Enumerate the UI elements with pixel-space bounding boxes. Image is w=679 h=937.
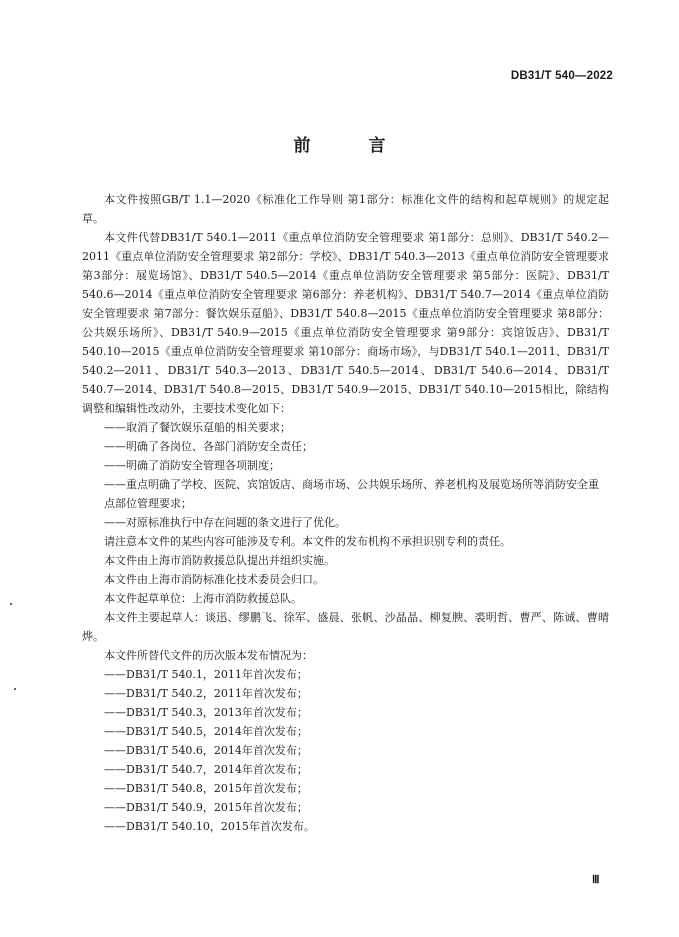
- scan-speck: [10, 603, 12, 605]
- paragraph-proposer: 本文件由上海市消防救援总队提出并组织实施。: [104, 554, 335, 567]
- foreword-body: [82, 190, 609, 836]
- change-item: ——重点明确了学校、医院、宾馆饭店、商场市场、公共娱乐场所、养老机构及展览场所等消防安全重点部位管理要求；: [104, 478, 599, 510]
- change-item: ——对原标准执行中存在问题的条文进行了优化。: [104, 516, 346, 529]
- paragraph-replacement: 本文件代替DB31/T 540.1—2011《重点单位消防安全管理要求 第1部分：总则》、DB31/T 540.2—2011《重点单位消防安全管理要求 第2部分：学校》、DB31/T 540.3—2013《重点单位消防安全管理要求 第3部分：展览场馆》、DB31/T 540.5—2014《重点单位消防安全管理要求 第5部分：医院》、DB31/T 540.6—2014《重点单位消防安全管理要求 第6部分：养老机构》、DB31/T 540.7—2014《重点单位消防安全管理要求 第7部分：餐饮娱乐趸船》、DB31/T 540.8—2015《重点单位消防安全管理要求 第8部分：公共娱乐场所》、DB31/T 540.9—2015《重点单位消防安全管理要求 第9部分：宾馆饭店》、DB31/T 540.10—2015《重点单位消防安全管理要求 第10部分：商场市场》，与DB31/T 540.1—2011、DB31/T 540.2—2011、DB31/T 540.3—2013、DB31/T 540.5—2014、DB31/T 540.6—2014、DB31/T 540.7—2014、DB31/T 540.8—2015、DB31/T 540.9—2015、DB31/T 540.10—2015相比，除结构调整和编辑性改动外，主要技术变化如下：: [82, 231, 609, 415]
- paragraph-drafting-unit: 本文件起草单位：上海市消防救援总队。: [104, 592, 302, 605]
- history-item: ——DB31/T 540.2，2011年首次发布；: [104, 687, 308, 700]
- version-history-list: [82, 665, 609, 836]
- paragraph-history-intro: 本文件所替代文件的历次版本发布情况为：: [104, 649, 313, 662]
- history-item: ——DB31/T 540.10，2015年首次发布。: [104, 820, 315, 833]
- section-title: 前 言: [293, 136, 412, 156]
- history-item: ——DB31/T 540.6，2014年首次发布；: [104, 744, 308, 757]
- history-item: ——DB31/T 540.1，2011年首次发布；: [104, 668, 308, 681]
- change-item: ——取消了餐饮娱乐趸船的相关要求；: [104, 421, 291, 434]
- history-item: ——DB31/T 540.5，2014年首次发布；: [104, 725, 308, 738]
- history-item: ——DB31/T 540.9，2015年首次发布；: [104, 801, 308, 814]
- scan-speck: [14, 688, 16, 690]
- history-item: ——DB31/T 540.7，2014年首次发布；: [104, 763, 308, 776]
- history-item: ——DB31/T 540.3，2013年首次发布；: [104, 706, 308, 719]
- page-number: Ⅲ: [592, 874, 600, 886]
- paragraph-drafters: 本文件主要起草人：谈迅、缪鹏飞、徐军、盛晨、张帆、沙晶晶、柳复腴、裘明哲、曹严、陈诚、曹晴烨。: [82, 611, 609, 643]
- change-item: ——明确了各岗位、各部门消防安全责任；: [104, 440, 313, 453]
- technical-changes-list: [82, 418, 609, 532]
- history-item: ——DB31/T 540.8，2015年首次发布；: [104, 782, 308, 795]
- paragraph-drafting-basis: 本文件按照GB/T 1.1—2020《标准化工作导则 第1部分：标准化文件的结构和起草规则》的规定起草。: [82, 193, 609, 225]
- change-item: ——明确了消防安全管理各项制度；: [104, 459, 280, 472]
- paragraph-patent-notice: 请注意本文件的某些内容可能涉及专利。本文件的发布机构不承担识别专利的责任。: [104, 535, 511, 548]
- document-code: DB31/T 540—2022: [510, 70, 613, 82]
- paragraph-committee: 本文件由上海市消防标准化技术委员会归口。: [104, 573, 324, 586]
